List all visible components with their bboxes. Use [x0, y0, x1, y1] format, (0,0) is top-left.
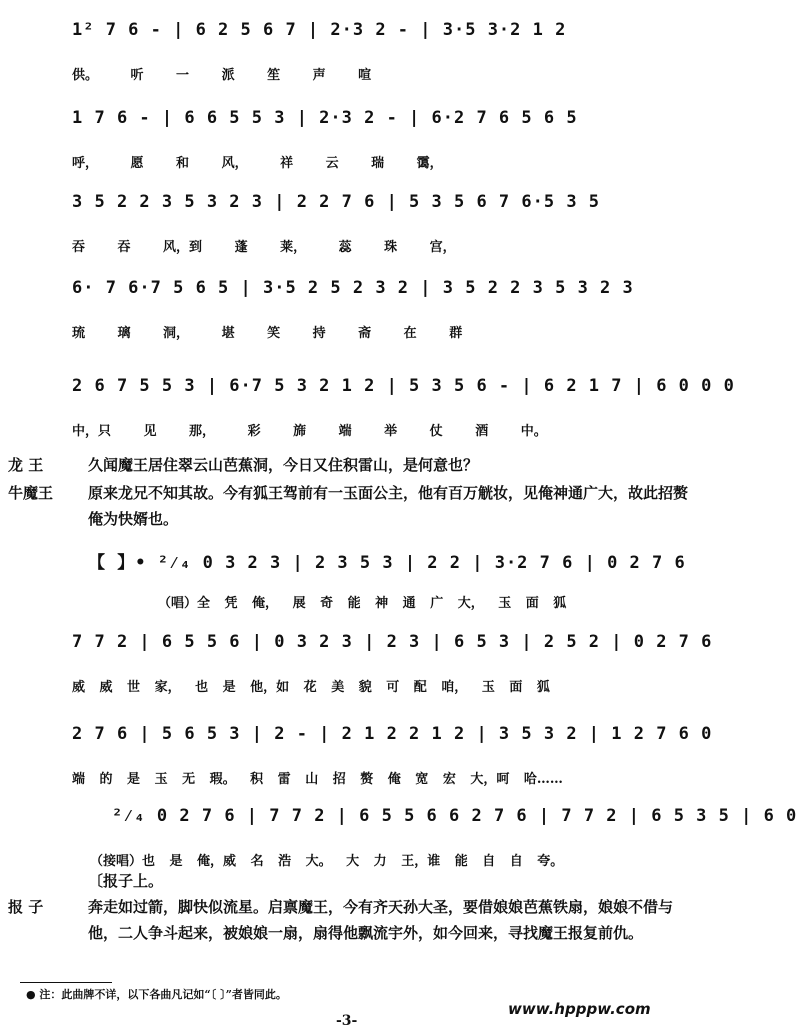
speech-text: 原来龙兄不知其故。今有狐王驾前有一玉面公主，他有百万觥妆，见俺神通广大，故此招赘俺为快婿也。	[88, 484, 689, 528]
notation-line: 【 】• ²⁄₄ 0 3 2 3 | 2 3 5 3 | 2 2 | 3·2 7 6 | 0 2 7 6	[88, 553, 686, 573]
stage-direction-text: 〔报子上。	[88, 872, 164, 890]
speaker-name: 报 子	[8, 898, 44, 916]
lyric-line: （接唱）也 是 俺，威 名 浩 大。 大 力 王，谁 能 自 自 夸。	[90, 854, 564, 869]
notation-line: 7 7 2 | 6 5 5 6 | 0 3 2 3 | 2 3 | 6 5 3 | 2 5 2 | 0 2 7 6	[72, 632, 713, 652]
lyric-line: 呼， 愿 和 风， 祥 云 瑞 霭，	[72, 156, 443, 171]
lyric-line: 威 威 世 家， 也 是 他，如 花 美 貌 可 配 咱， 玉 面 狐	[72, 680, 550, 695]
lyric-line: 端 的 是 玉 无 瑕。 积 雷 山 招 赘 俺 宽 宏 大，呵 哈……	[72, 772, 563, 787]
lyric-line: （唱）全 凭 俺， 展 奇 能 神 通 广 大， 玉 面 狐	[158, 596, 567, 611]
dialog-baozi	[8, 894, 688, 974]
lyric-line: 琉 璃 洞， 堪 笑 持 斋 在 群	[72, 326, 463, 341]
lyric-line: 吞 吞 风，到 蓬 莱， 蕊 珠 宫，	[72, 240, 456, 255]
speaker-name: 龙 王	[8, 456, 44, 474]
notation-line: 2 6 7 5 5 3 | 6·7 5 3 2 1 2 | 5 3 5 6 - | 6 2 1 7 | 6 0 0 0	[72, 376, 735, 396]
speech-text: 久闻魔王居住翠云山芭蕉洞，今日又住积雷山，是何意也？	[88, 456, 479, 474]
lyric-line: 供。 听 一 派 笙 声 喧	[72, 68, 372, 83]
dialog-longwang	[8, 452, 688, 478]
notation-line: 1² 7 6 - | 6 2 5 6 7 | 2·3 2 - | 3·5 3·2 1 2	[72, 20, 567, 40]
lyric-line: 中，只 见 那， 彩 旆 端 举 仗 酒 中。	[72, 424, 547, 439]
stage-direction	[88, 868, 288, 894]
footnote: ● 注：此曲牌不详，以下各曲凡记如“〔 〕”者皆同此。	[26, 988, 287, 1001]
notation-line: 6· 7 6·7 5 6 5 | 3·5 2 5 2 3 2 | 3 5 2 2 3 5 3 2 3	[72, 278, 634, 298]
page-number: -3-	[336, 1013, 358, 1029]
speaker-name: 牛魔王	[8, 484, 54, 502]
watermark: www.hpppw.com	[508, 1000, 651, 1018]
footnote-rule	[20, 982, 112, 983]
notation-line: ²⁄₄ 0 2 7 6 | 7 7 2 | 6 5 5 6 6 2 7 6 | 7 7 2 | 6 5 3 5 | 6 0	[112, 806, 797, 826]
dialog-niumowang	[8, 480, 688, 532]
notation-line: 2 7 6 | 5 6 5 3 | 2 - | 2 1 2 2 1 2 | 3 5 3 2 | 1 2 7 6 0	[72, 724, 713, 744]
notation-line: 3 5 2 2 3 5 3 2 3 | 2 2 7 6 | 5 3 5 6 7 6·5 3 5	[72, 192, 601, 212]
speech-text: 奔走如过箭，脚快似流星。启禀魔王，今有齐天孙大圣，要借娘娘芭蕉铁扇，娘娘不借与他，二人争斗起来，被娘娘一扇，扇得他飘流宇外，如今回来，寻找魔王报复前仇。	[88, 898, 674, 942]
notation-line: 1 7 6 - | 6 6 5 5 3 | 2·3 2 - | 6·2 7 6 5 6 5	[72, 108, 578, 128]
